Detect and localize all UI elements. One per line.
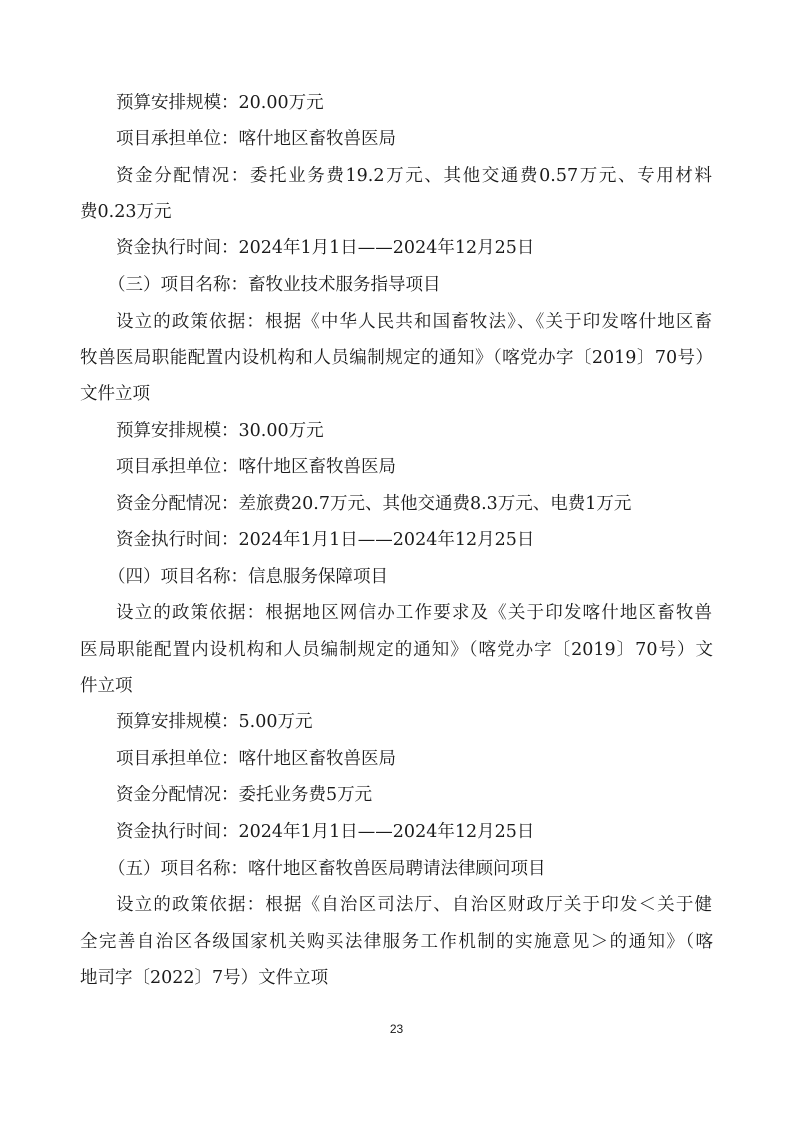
policy-basis-end: 地司字〔2022〕7号）文件立项: [80, 968, 329, 988]
fund-allocation-line: 资金分配情况：委托业务费5万元: [116, 785, 373, 805]
fund-allocation-continuation: 费0.23万元: [80, 202, 172, 222]
budget-scale-line: 预算安排规模：30.00万元: [116, 421, 324, 441]
policy-basis-line: 设立的政策依据：根据地区网信办工作要求及《关于印发喀什地区畜牧兽: [116, 603, 712, 623]
budget-scale-line: 预算安排规模：5.00万元: [116, 712, 313, 732]
policy-basis-end: 件立项: [80, 676, 133, 696]
policy-basis-continuation: 全完善自治区各级国家机关购买法律服务工作机制的实施意见＞的通知》（喀: [80, 932, 713, 952]
page-number: 23: [389, 1022, 404, 1036]
section-heading-4: （四）项目名称：信息服务保障项目: [108, 567, 388, 587]
policy-basis-end: 文件立项: [80, 384, 150, 404]
section-heading-3: （三）项目名称：畜牧业技术服务指导项目: [108, 275, 441, 295]
execution-time-line: 资金执行时间：2024年1月1日——2024年12月25日: [116, 822, 535, 842]
budget-scale-line: 预算安排规模：20.00万元: [116, 93, 324, 113]
responsible-unit-line: 项目承担单位：喀什地区畜牧兽医局: [116, 129, 396, 149]
execution-time-line: 资金执行时间：2024年1月1日——2024年12月25日: [116, 530, 535, 550]
policy-basis-continuation: 医局职能配置内设机构和人员编制规定的通知》（喀党办字〔2019〕70号）文: [80, 640, 713, 660]
fund-allocation-line: 资金分配情况：委托业务费19.2万元、其他交通费0.57万元、专用材料: [116, 166, 712, 186]
responsible-unit-line: 项目承担单位：喀什地区畜牧兽医局: [116, 749, 396, 769]
execution-time-line: 资金执行时间：2024年1月1日——2024年12月25日: [116, 238, 535, 258]
section-heading-5: （五）项目名称：喀什地区畜牧兽医局聘请法律顾问项目: [108, 859, 546, 879]
fund-allocation-line: 资金分配情况：差旅费20.7万元、其他交通费8.3万元、电费1万元: [116, 494, 632, 514]
policy-basis-line: 设立的政策依据：根据《中华人民共和国畜牧法》、《关于印发喀什地区畜: [116, 312, 712, 332]
responsible-unit-line: 项目承担单位：喀什地区畜牧兽医局: [116, 457, 396, 477]
policy-basis-line: 设立的政策依据：根据《自治区司法厅、自治区财政厅关于印发＜关于健: [116, 895, 712, 915]
policy-basis-continuation: 牧兽医局职能配置内设机构和人员编制规定的通知》（喀党办字〔2019〕70号）: [80, 348, 713, 368]
